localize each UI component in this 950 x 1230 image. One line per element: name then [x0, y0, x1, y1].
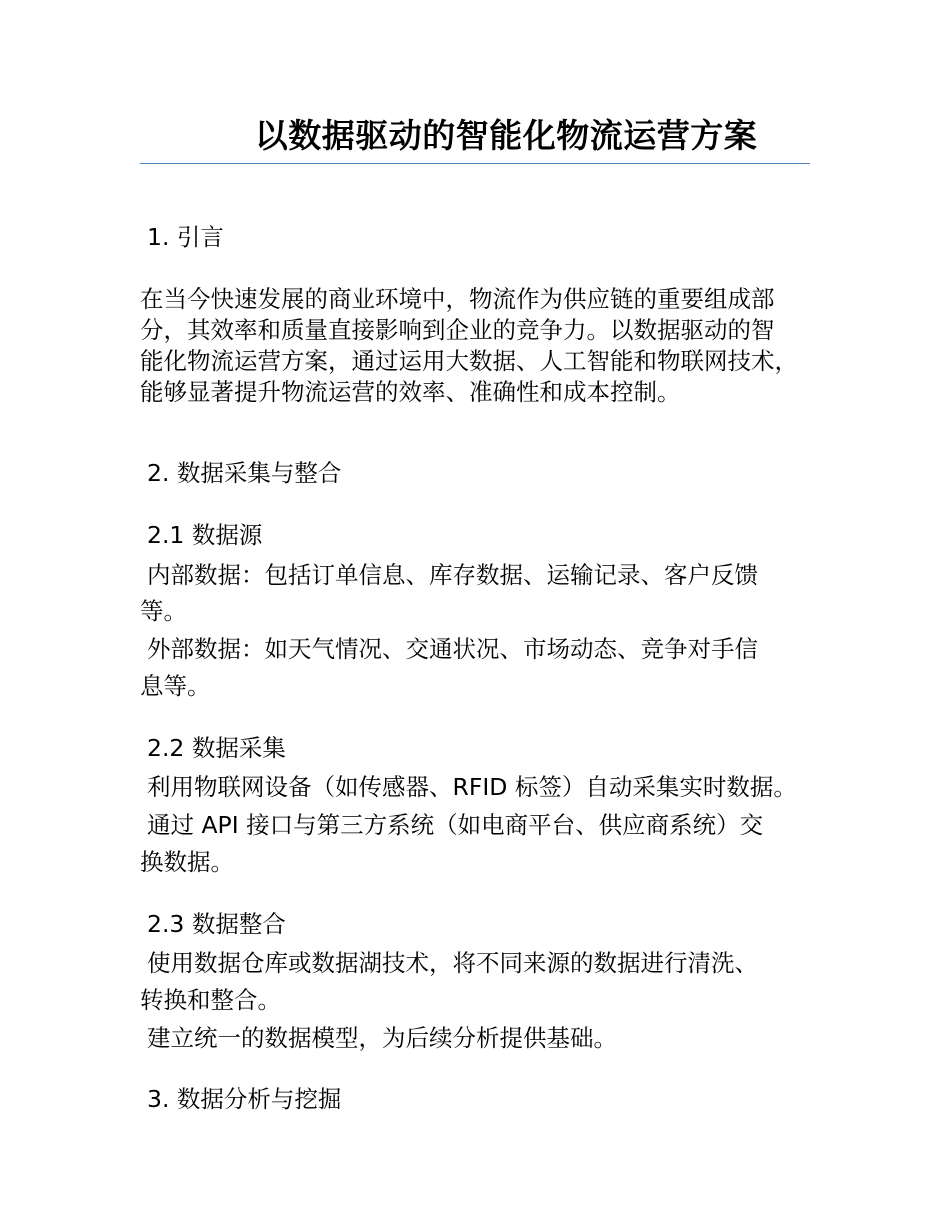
section-heading-2: 2. 数据采集与整合: [147, 459, 342, 487]
intro-line-2: 分，其效率和质量直接影响到企业的竞争力。以数据驱动的智: [140, 316, 775, 344]
list-item-data-model: 建立统一的数据模型，为后续分析提供基础。: [147, 1024, 617, 1052]
title-underline: [140, 163, 810, 164]
subsection-heading-2-1: 2.1 数据源: [147, 521, 263, 549]
intro-line-4: 能够显著提升物流运营的效率、准确性和成本控制。: [140, 378, 681, 406]
list-item-data-warehouse: 使用数据仓库或数据湖技术，将不同来源的数据进行清洗、: [147, 949, 758, 977]
list-item-external-data-cont: 息等。: [140, 672, 211, 700]
list-item-internal-data-cont: 等。: [140, 597, 187, 625]
document-title: 以数据驱动的智能化物流运营方案: [254, 116, 758, 155]
list-item-external-data: 外部数据：如天气情况、交通状况、市场动态、竞争对手信: [147, 635, 758, 663]
list-item-api-exchange-cont: 换数据。: [140, 848, 234, 876]
list-item-data-warehouse-cont: 转换和整合。: [140, 986, 281, 1014]
section-heading-intro: 1. 引言: [147, 223, 224, 251]
list-item-api-exchange: 通过 API 接口与第三方系统（如电商平台、供应商系统）交: [147, 811, 764, 839]
intro-line-1: 在当今快速发展的商业环境中，物流作为供应链的重要组成部: [140, 285, 775, 313]
intro-paragraph: [140, 284, 830, 408]
subsection-heading-2-2: 2.2 数据采集: [147, 734, 286, 762]
intro-line-3: 能化物流运营方案，通过运用大数据、人工智能和物联网技术，: [140, 347, 798, 375]
subsection-heading-2-3: 2.3 数据整合: [147, 910, 286, 938]
list-item-iot-collection: 利用物联网设备（如传感器、RFID 标签）自动采集实时数据。: [147, 773, 797, 801]
list-item-internal-data: 内部数据：包括订单信息、库存数据、运输记录、客户反馈: [147, 561, 758, 589]
section-heading-3: 3. 数据分析与挖掘: [147, 1085, 342, 1113]
